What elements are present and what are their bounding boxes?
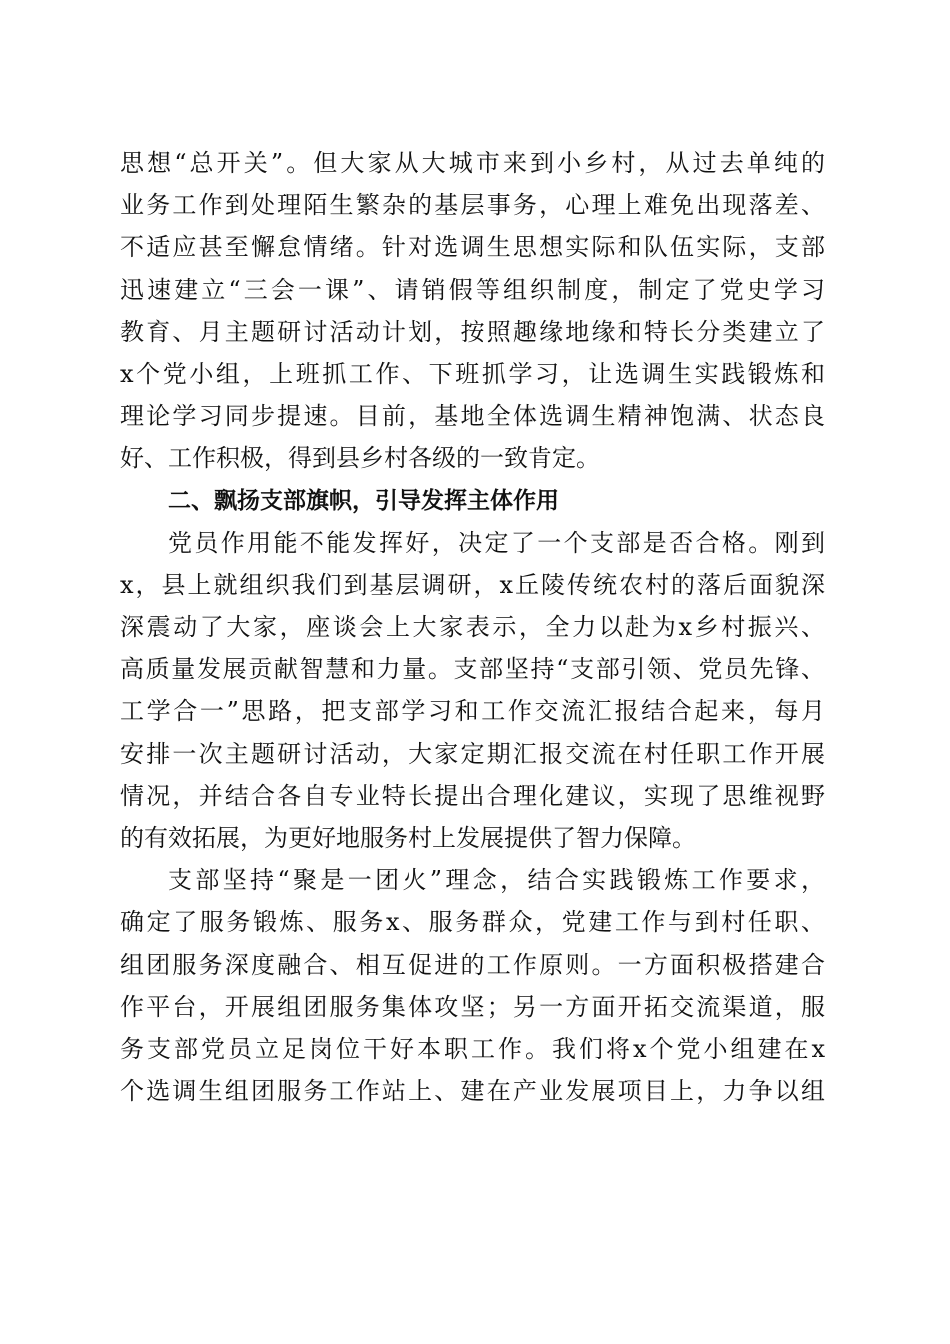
text-line: 的有效拓展，为更好地服务村上发展提供了智力保障。 <box>120 824 696 852</box>
text-line: 深震动了大家，座谈会上大家表示，全力以赴为x乡村振兴、 <box>120 613 825 642</box>
text-line: 作平台，开展组团服务集体攻坚；另一方面开拓交流渠道，服 <box>120 992 825 1021</box>
text-line: 高质量发展贡献智慧和力量。支部坚持“支部引领、党员先锋、 <box>120 655 825 684</box>
section-heading: 二、飘扬支部旗帜，引导发挥主体作用 <box>168 487 559 514</box>
text-line: 确定了服务锻炼、服务x、服务群众，党建工作与到村任职、 <box>120 908 825 937</box>
paragraph-party-role <box>120 522 825 860</box>
text-line: 党员作用能不能发挥好，决定了一个支部是否合格。刚到 <box>168 528 825 557</box>
paragraph-continuation <box>120 142 825 480</box>
text-line: 支部坚持“聚是一团火”理念，结合实践锻炼工作要求， <box>168 866 825 895</box>
text-line: 理论学习同步提速。目前，基地全体选调生精神饱满、状态良 <box>120 402 825 431</box>
text-line: 组团服务深度融合、相互促进的工作原则。一方面积极搭建合 <box>120 950 825 979</box>
text-line: 业务工作到处理陌生繁杂的基层事务，心理上难免出现落差、 <box>120 191 825 220</box>
text-line: 好、工作积极，得到县乡村各级的一致肯定。 <box>120 444 600 473</box>
text-line: 思想“总开关”。但大家从大城市来到小乡村，从过去单纯的 <box>120 149 825 177</box>
text-line: 个选调生组团服务工作站上、建在产业发展项目上，力争以组 <box>120 1077 825 1106</box>
text-line: 情况，并结合各自专业特长提出合理化建议，实现了思维视野 <box>120 781 825 810</box>
text-line: 教育、月主题研讨活动计划，按照趣缘地缘和特长分类建立了 <box>120 317 825 346</box>
text-line: 安排一次主题研讨活动，大家定期汇报交流在村任职工作开展 <box>120 739 825 768</box>
text-line: x，县上就组织我们到基层调研，x丘陵传统农村的落后面貌深 <box>120 570 825 599</box>
text-line: 迅速建立“三会一课”、请销假等组织制度，制定了党史学习 <box>120 275 825 304</box>
text-line: 工学合一”思路，把支部学习和工作交流汇报结合起来，每月 <box>120 697 825 726</box>
text-line: x个党小组，上班抓工作、下班抓学习，让选调生实践锻炼和 <box>120 359 825 388</box>
text-line: 务支部党员立足岗位干好本职工作。我们将x个党小组建在x <box>120 1034 825 1063</box>
text-line: 不适应甚至懈怠情绪。针对选调生思想实际和队伍实际，支部 <box>120 233 825 262</box>
paragraph-work-principle <box>120 859 825 1112</box>
document-body <box>120 142 825 1112</box>
